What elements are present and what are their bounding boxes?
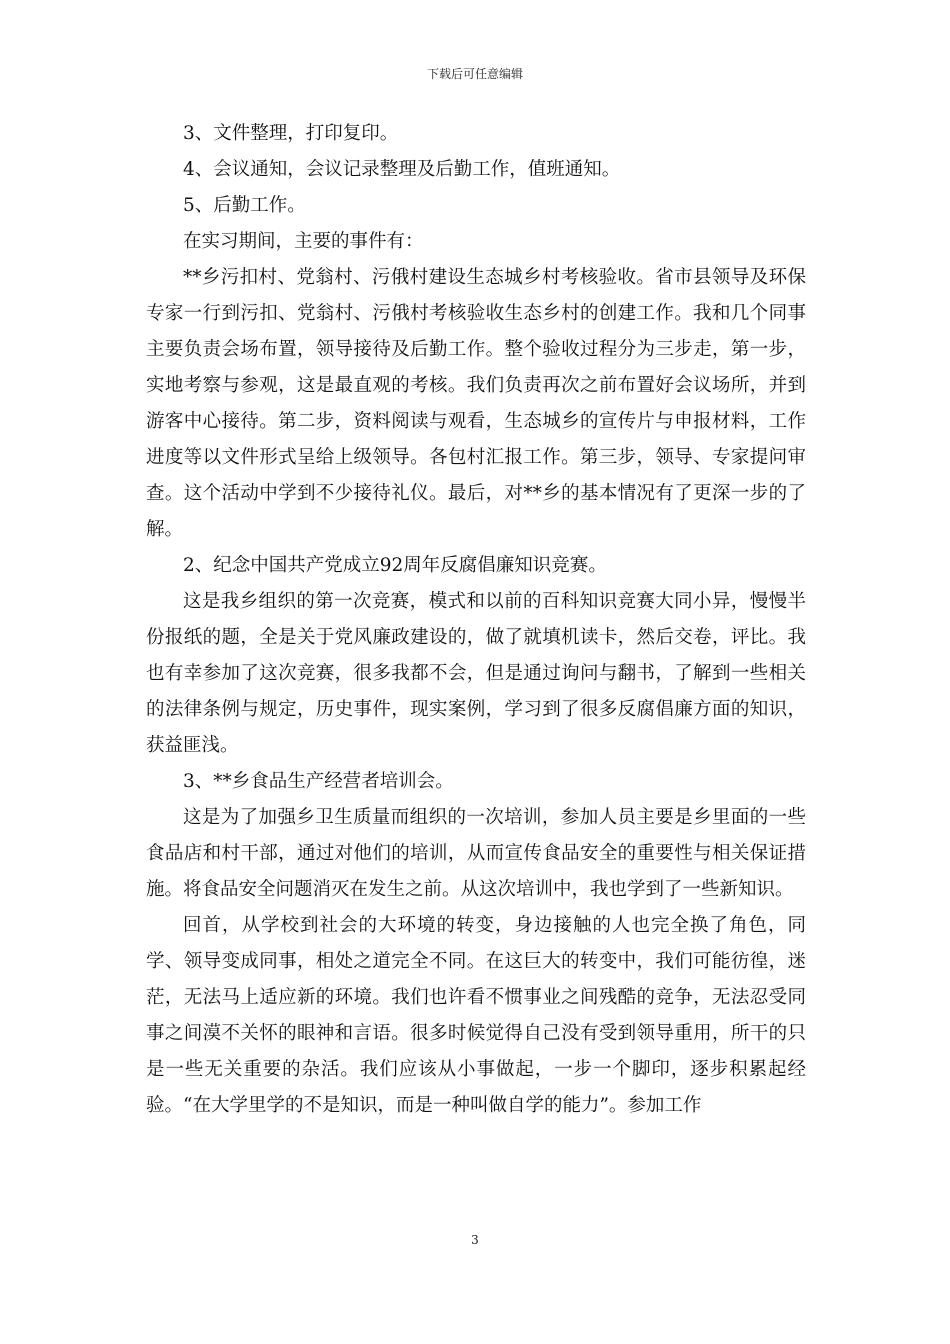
paragraph-eco-village-inspection: **乡污扣村、党翁村、污俄村建设生态城乡村考核验收。省市县领导及环保专家一行到污扣、党翁村、污俄村考核验收生态乡村的创建工作。我和几个同事主要负责会场布置，领导接待及后勤工作。整个验收过程分为三步走，第一步，实地考察与参观，这是最直观的考核。我们负责再次之前布置好会议场所，并到游客中心接待。第二步，资料阅读与观看，生态城乡的宣传片与申报材料，工作进度等以文件形式呈给上级领导。各包村汇报工作。第三步，领导、专家提问审查。这个活动中学到不少接待礼仪。最后，对**乡的基本情况有了更深一步的了解。 <box>146 267 806 540</box>
paragraph-food-safety-training: 这是为了加强乡卫生质量而组织的一次培训，参加人员主要是乡里面的一些食品店和村干部，通过对他们的培训，从而宣传食品安全的重要性与相关保证措施。将食品安全问题消灭在发生之前。从这次培训中，我也学到了一些新知识。 <box>146 807 806 900</box>
paragraph-events-intro: 在实习期间，主要的事件有： <box>183 231 424 252</box>
paragraph-knowledge-contest: 这是我乡组织的第一次竞赛，模式和以前的百科知识竞赛大同小异，慢慢半份报纸的题，全是关于党风廉政建设的，做了就填机读卡，然后交卷，评比。我也有幸参加了这次竞赛，很多我都不会，但是通过询问与翻书，了解到一些相关的法律条例与规定，历史事件，现实案例，学习到了很多反腐倡廉方面的知识，获益匪浅。 <box>146 591 806 756</box>
paragraph-item-3: 3、文件整理，打印复印。 <box>183 123 399 144</box>
page-header: 下载后可任意编辑 <box>426 67 523 81</box>
paragraph-event-3-title: 3、**乡食品生产经营者培训会。 <box>183 771 454 792</box>
page-number: 3 <box>471 1233 479 1247</box>
paragraph-event-2-title: 2、纪念中国共产党成立92周年反腐倡廉知识竞赛。 <box>183 555 607 576</box>
paragraph-item-4: 4、会议通知，会议记录整理及后勤工作，值班通知。 <box>183 159 621 180</box>
paragraph-reflection: 回首，从学校到社会的大环境的转变，身边接触的人也完全换了角色，同学、领导变成同事，相处之道完全不同。在这巨大的转变中，我们可能彷徨，迷茫，无法马上适应新的环境。我们也许看不惯事业之间残酷的竞争，无法忍受同事之间漠不关怀的眼神和言语。很多时候觉得自己没有受到领导重用，所干的只是一些无关重要的杂活。我们应该从小事做起，一步一个脚印，逐步积累起经验。“在大学里学的不是知识，而是一种叫做自学的能力”。参加工作 <box>146 915 806 1116</box>
paragraph-item-5: 5、后勤工作。 <box>183 195 306 216</box>
document-body <box>146 116 806 1124</box>
